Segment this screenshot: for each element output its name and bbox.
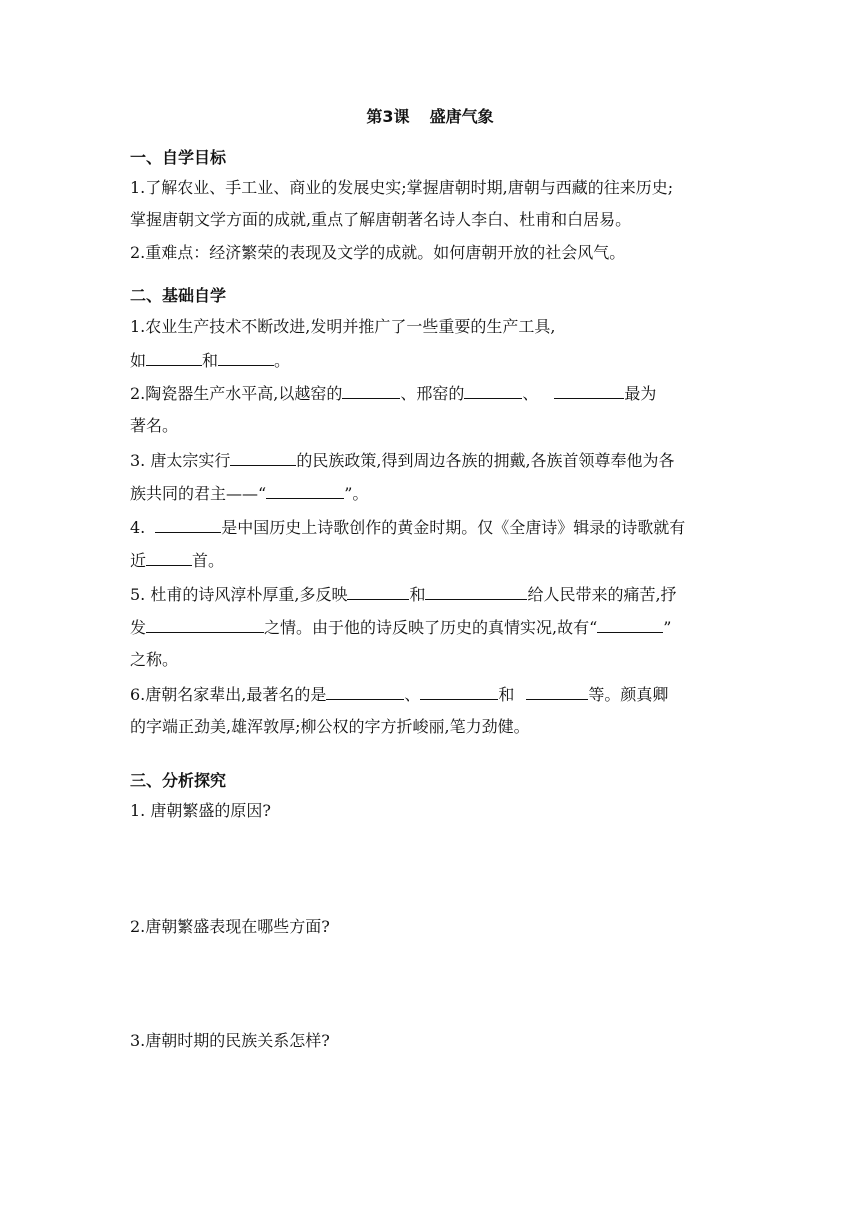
question-5-line-1 [130,584,677,605]
lesson-number: 第3课 [366,107,410,126]
fill-blank[interactable] [425,584,527,600]
text-run: 如 [130,351,147,370]
fill-blank[interactable] [230,450,296,466]
question-3-line-2 [130,483,368,504]
text-run: ” [663,618,672,637]
text-run: 发 [130,618,147,637]
section-heading-self-study-goals: 一、自学目标 [130,148,227,167]
question-1-line-1: 1.农业生产技术不断改进,发明并推广了一些重要的生产工具, [130,317,556,336]
fill-blank[interactable] [342,383,400,399]
goal-line-3: 2.重难点：经济繁荣的表现及文学的成就。如何唐朝开放的社会风气。 [130,243,626,262]
text-run: 近 [130,551,147,570]
text-run: 首。 [192,551,225,570]
fill-blank[interactable] [464,383,522,399]
question-2-line-1 [130,383,656,404]
page-title [0,104,860,127]
question-5-line-3: 之称。 [130,650,179,669]
text-run: ”。 [344,484,369,503]
text-run: 4. [130,518,146,537]
text-run: 和 [498,685,515,704]
text-run: 2.陶瓷器生产水平高,以越窑的 [130,384,343,403]
text-run: 给人民带来的痛苦,抒 [527,585,677,604]
analysis-question-3: 3.唐朝时期的民族关系怎样? [130,1031,330,1050]
question-2-line-2: 著名。 [130,416,179,435]
fill-blank[interactable] [146,350,202,366]
text-run: 最为 [624,384,657,403]
section-heading-basic-study [130,283,226,306]
section-heading-analysis: 三、分析探究 [130,771,227,790]
question-6-line-2: 的字端正劲美,雄浑敦厚;柳公权的字方折峻丽,笔力劲健。 [130,717,530,736]
fill-blank[interactable] [146,617,264,633]
analysis-question-2: 2.唐朝繁盛表现在哪些方面? [130,917,330,936]
fill-blank[interactable] [526,684,588,700]
goal-line-1: 1.了解农业、手工业、商业的发展史实;掌握唐朝时期,唐朝与西藏的往来历史; [130,178,674,197]
analysis-question-1: 1. 唐朝繁盛的原因? [130,801,271,820]
text-run: 是中国历史上诗歌创作的黄金时期。仅《全唐诗》辑录的诗歌就有 [221,518,686,537]
lesson-name: 盛唐气象 [429,107,494,126]
fill-blank[interactable] [597,617,663,633]
question-3-line-1 [130,450,675,471]
fill-blank[interactable] [554,383,624,399]
fill-blank[interactable] [420,684,498,700]
text-run: 5. 杜甫的诗风淳朴厚重,多反映 [130,585,348,604]
text-run: 、 [404,685,421,704]
fill-blank[interactable] [218,350,274,366]
question-4-line-2 [130,550,224,571]
text-run: 3. 唐太宗实行 [130,451,231,470]
fill-blank[interactable] [155,517,221,533]
text-run: 的民族政策,得到周边各族的拥戴,各族首领尊奉他为各 [296,451,675,470]
text-run: 和 [409,585,426,604]
text-run: 。 [274,351,291,370]
section-heading-text: 二、基础自学 [130,286,227,305]
question-1-line-2 [130,350,290,371]
text-run: 、邢窑的 [400,384,465,403]
fill-blank[interactable] [146,550,192,566]
text-run: 之情。由于他的诗反映了历史的真情实况,故有“ [264,618,598,637]
goal-line-2: 掌握唐朝文学方面的成就,重点了解唐朝著名诗人李白、杜甫和白居易。 [130,210,632,229]
text-run: 等。颜真卿 [588,685,669,704]
question-6-line-1 [130,684,668,705]
fill-blank[interactable] [326,684,404,700]
question-4-line-1 [130,517,685,538]
text-run: 族共同的君主——“ [130,484,267,503]
text-run: 6.唐朝名家辈出,最著名的是 [130,685,327,704]
fill-blank[interactable] [347,584,409,600]
fill-blank[interactable] [266,483,344,499]
text-run: 和 [202,351,219,370]
question-5-line-2 [130,617,671,638]
text-run: 、 [522,384,539,403]
